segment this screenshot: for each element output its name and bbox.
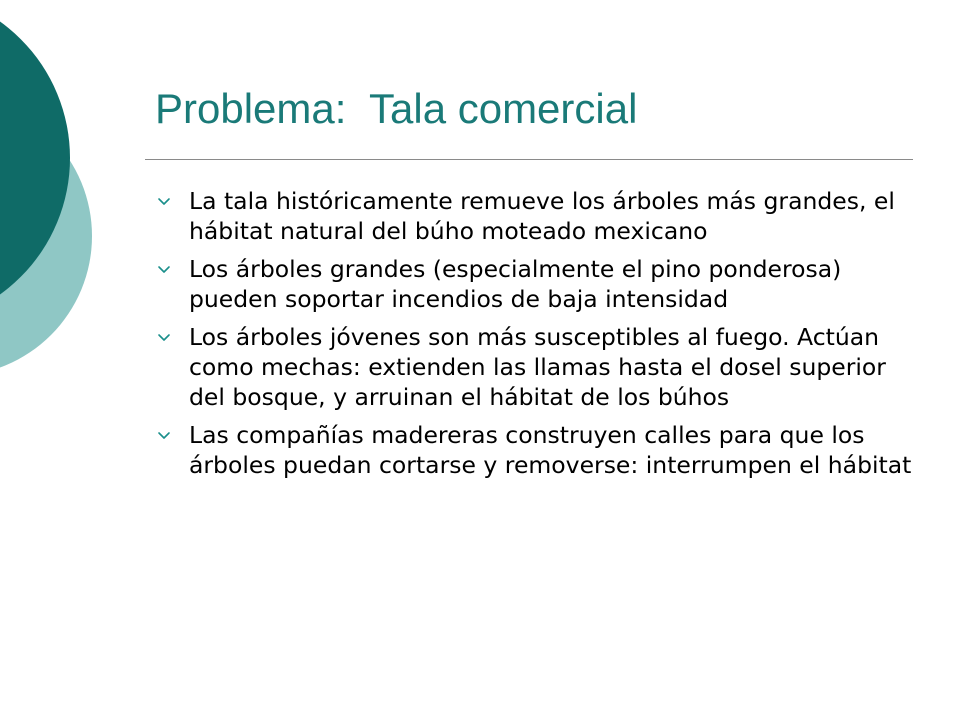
bullet-item	[155, 254, 925, 314]
bullet-text: Las compañías madereras construyen calles para que los árboles puedan cortarse y removerse: interrumpen el hábitat	[189, 421, 912, 479]
slide-title: Problema: Tala comercial	[155, 85, 638, 132]
decorative-circles	[0, 0, 120, 400]
chevron-bullet-icon	[157, 330, 171, 344]
title-divider	[145, 159, 913, 160]
bullet-item	[155, 186, 925, 246]
chevron-bullet-icon	[157, 428, 171, 442]
bullet-item	[155, 420, 925, 480]
bullet-text: La tala históricamente remueve los árboles más grandes, el hábitat natural del búho moteado mexicano	[189, 187, 895, 245]
bullet-list	[155, 186, 925, 488]
chevron-bullet-icon	[157, 194, 171, 208]
bullet-text: Los árboles grandes (especialmente el pino ponderosa) pueden soportar incendios de baja intensidad	[189, 255, 842, 313]
bullet-item	[155, 322, 925, 412]
bullet-text: Los árboles jóvenes son más susceptibles al fuego. Actúan como mechas: extienden las llamas hasta el dosel superior del bosque, y arruinan el hábitat de los búhos	[189, 323, 886, 411]
chevron-bullet-icon	[157, 262, 171, 276]
